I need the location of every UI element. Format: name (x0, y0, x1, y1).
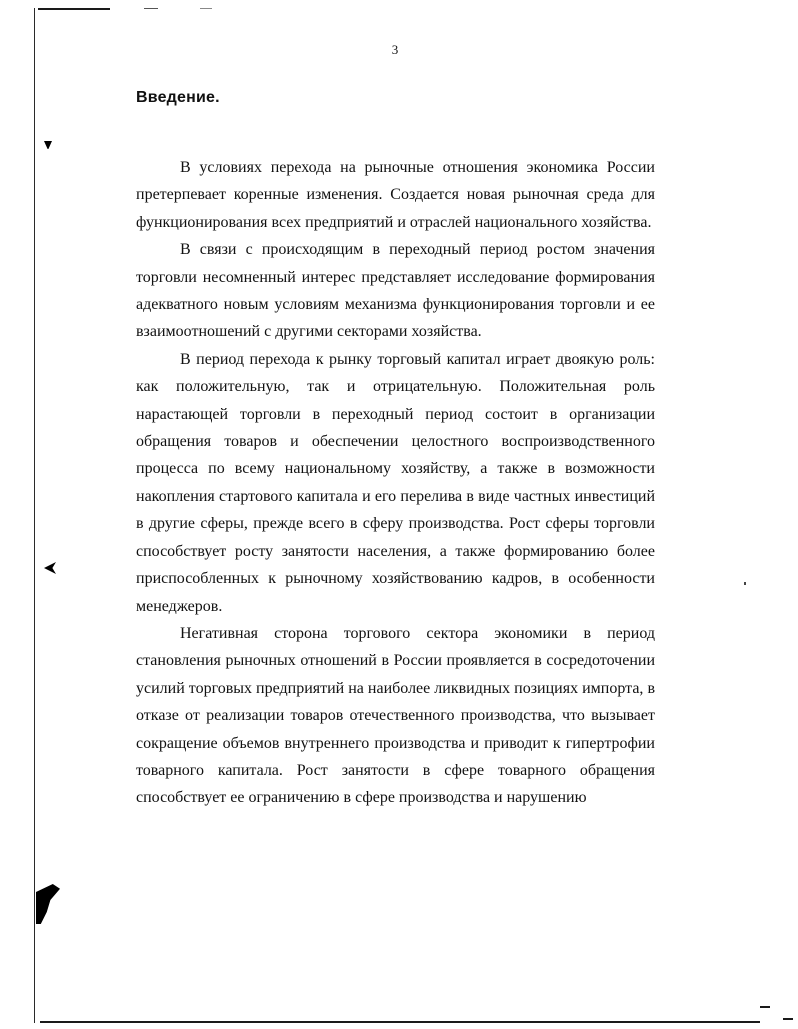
scan-arrow-icon (44, 562, 56, 574)
paragraph: Негативная сторона торгового сектора экономики в период становления рыночных отношений в России проявляется в сосредоточении усилий торговых предприятий на наиболее ликвидных позициях импорта, в отказе от реализации товаров отечественного производства, что вызывает сокращение объемов внутреннего производства и приводит к гипертрофии товарного капитала. Рост занятости в сфере товарного обращения способствует ее ограничению в сфере производства и нарушению (136, 624, 655, 807)
scan-bottom-rule (40, 1021, 760, 1023)
scan-left-edge (34, 8, 35, 1023)
paragraph: В связи с происходящим в переходный период ростом значения торговли несомненный интерес представляет исследование формирования адекватного новым условиям механизма функционирования торговли и ее взаимоотношений с другими секторами хозяйства. (136, 241, 655, 341)
scan-corner-mark (760, 1006, 770, 1008)
scan-ink-blot (36, 884, 60, 924)
scan-corner-mark (783, 1018, 793, 1020)
paragraph: В период перехода к рынку торговый капитал играет двоякую роль: как положительную, так и отрицательную. Положительная роль нарастающей торговли в переходный период состоит в организации обращения товаров и обеспечении целостного воспроизводственного процесса по всему национальному хозяйству, а также в возможности накопления стартового капитала и его перелива в виде частных инвестиций в другие сферы, прежде всего в сферу производства. Рост сферы торговли способствует росту занятости населения, а также формированию более приспособленных к рыночному хозяйствованию кадров, в особенности менеджеров. (136, 350, 655, 615)
scan-tick-icon (44, 141, 52, 149)
scan-top-dash (200, 8, 212, 9)
paragraph: В условиях перехода на рыночные отношения экономика России претерпевает коренные изменения. Создается новая рыночная среда для функционирования всех предприятий и отраслей национального хозяйства. (136, 159, 655, 231)
section-heading: Введение. (136, 89, 220, 106)
page-number: 3 (391, 42, 399, 57)
scan-top-rule (38, 8, 110, 10)
scan-speck (744, 582, 746, 585)
body-text (136, 154, 655, 812)
scan-top-dash (144, 8, 158, 9)
